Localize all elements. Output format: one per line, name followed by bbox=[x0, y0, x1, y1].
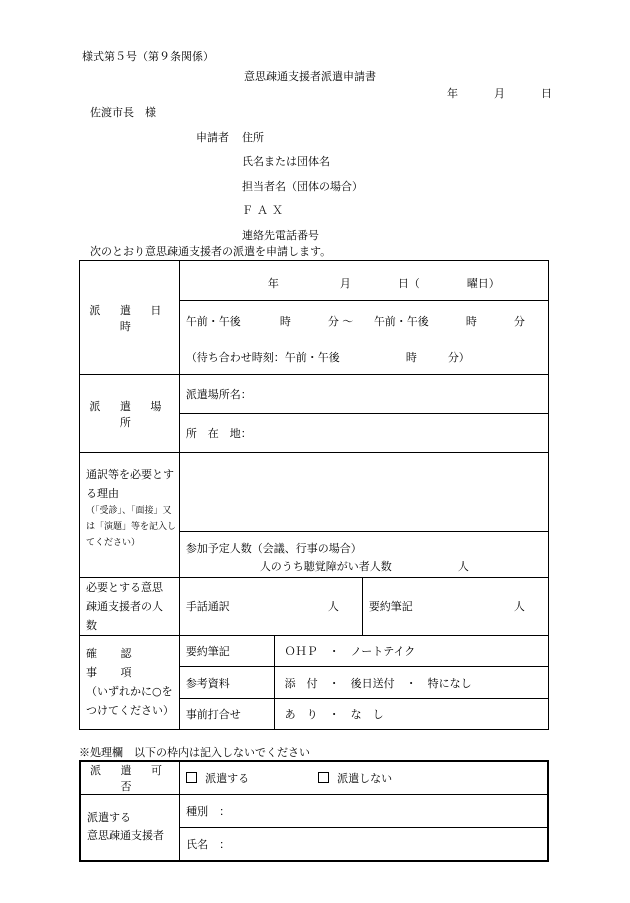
confirm-note: （いずれかに○をつけてください） bbox=[86, 685, 174, 717]
sign-interpreter-field[interactable] bbox=[180, 578, 363, 635]
dt-day: 日（ bbox=[397, 277, 420, 290]
addressee: 佐渡市長 様 bbox=[90, 106, 156, 119]
confirm-options-3[interactable]: あ り ・ な し bbox=[274, 699, 548, 730]
contact-person-label: 担当者名（団体の場合） bbox=[242, 180, 363, 193]
dispatch-datetime-label: 派 遣 日 時 bbox=[80, 261, 180, 375]
summary-writer-label: 要約筆記 bbox=[368, 600, 413, 613]
approval-label: 派 遣 可 否 bbox=[80, 761, 180, 795]
sign-interpreter-unit: 人 bbox=[327, 600, 339, 613]
checkbox-no-dispatch[interactable] bbox=[318, 772, 329, 783]
form-title: 意思疎通支援者派遣申請書 bbox=[244, 70, 376, 83]
intro-text: 次のとおり意思疎通支援者の派遣を申請します。 bbox=[90, 245, 332, 258]
hearing-impaired-label: 人のうち聴覚障がい者人数 bbox=[259, 560, 392, 573]
checkbox-dispatch[interactable] bbox=[186, 772, 197, 783]
meeting-min: 分） bbox=[447, 350, 470, 364]
meeting-time-label: （待ち合わせ時刻：午前・午後 bbox=[185, 350, 340, 364]
dt-min-end: 分 bbox=[513, 315, 525, 328]
phone-label: 連絡先電話番号 bbox=[242, 229, 319, 242]
confirm-label-cell bbox=[80, 636, 180, 730]
supporter-label-line1: 派遣する bbox=[87, 811, 131, 825]
no-dispatch-option-label: 派遣しない bbox=[337, 772, 393, 785]
required-cell bbox=[179, 578, 548, 636]
confirm-options-1[interactable]: ＯＨＰ ・ ノートテイク bbox=[274, 636, 548, 667]
meeting-hour: 時 bbox=[405, 350, 417, 364]
fax-label: ＦＡＸ bbox=[242, 204, 287, 217]
supporter-name-field[interactable]: 氏名 ： bbox=[180, 828, 548, 861]
confirm-item-2: 参考資料 bbox=[179, 667, 274, 699]
applicant-address-label: 住所 bbox=[242, 131, 264, 144]
summary-writer-unit: 人 bbox=[513, 600, 525, 613]
dispatch-place-label: 派 遣 場 所 bbox=[80, 375, 180, 453]
dt-min-start: 分 〜 bbox=[327, 315, 354, 328]
date-month-label: 月 bbox=[494, 87, 505, 100]
form-number: 様式第５号（第９条関係） bbox=[82, 50, 214, 63]
dt-hour-start: 時 bbox=[279, 315, 291, 328]
reason-label: 通訳等を必要とする理由 bbox=[86, 468, 174, 500]
reason-field[interactable] bbox=[179, 453, 548, 532]
required-label: 必要とする意思疎通支援者の人数 bbox=[80, 578, 180, 636]
participants-label: 参加予定人数（会議、行事の場合） bbox=[185, 542, 362, 555]
dt-hour-end: 時 bbox=[465, 315, 477, 328]
confirm-item-3: 事前打合せ bbox=[179, 699, 274, 730]
participants-cell[interactable] bbox=[179, 532, 548, 578]
supporter-label-cell bbox=[80, 795, 180, 861]
supporter-label-line2: 意思疎通支援者 bbox=[87, 829, 164, 843]
dt-year: 年 bbox=[267, 277, 279, 290]
office-use-table bbox=[79, 760, 549, 862]
approval-options bbox=[180, 761, 548, 795]
dispatch-option-label: 派遣する bbox=[205, 772, 250, 785]
hearing-impaired-unit: 人 bbox=[457, 560, 469, 573]
dt-ampm-start: 午前・午後 bbox=[185, 315, 241, 328]
dt-ampm-end: 午前・午後 bbox=[373, 315, 429, 328]
dispatch-time-cell[interactable] bbox=[179, 301, 548, 339]
dispatch-date-cell[interactable] bbox=[179, 261, 548, 301]
applicant-label: 申請者 bbox=[196, 131, 229, 144]
reason-label-cell bbox=[80, 453, 180, 578]
reason-note: （「受診」、「面接」又は「演題」等を記入してください） bbox=[86, 506, 177, 548]
place-name-field[interactable]: 派遣場所名： bbox=[179, 375, 548, 414]
confirm-item-1: 要約筆記 bbox=[179, 636, 274, 667]
dt-month: 月 bbox=[339, 277, 351, 290]
confirm-label: 確 認 事 項 bbox=[86, 647, 142, 679]
date-day-label: 日 bbox=[541, 87, 552, 100]
date-year-label: 年 bbox=[447, 87, 458, 100]
confirm-options-2[interactable]: 添 付 ・ 後日送付 ・ 特になし bbox=[274, 667, 548, 699]
place-address-field[interactable]: 所 在 地： bbox=[179, 414, 548, 453]
applicant-name-label: 氏名または団体名 bbox=[242, 155, 330, 168]
application-table bbox=[79, 260, 549, 730]
sign-interpreter-label: 手話通訳 bbox=[185, 600, 230, 613]
supporter-type-field[interactable]: 種別 ： bbox=[180, 795, 548, 828]
meeting-time-cell[interactable] bbox=[179, 339, 548, 375]
office-use-heading: ※処理欄 以下の枠内は記入しないでください bbox=[79, 746, 310, 759]
dt-weekday: 曜日） bbox=[466, 277, 500, 290]
